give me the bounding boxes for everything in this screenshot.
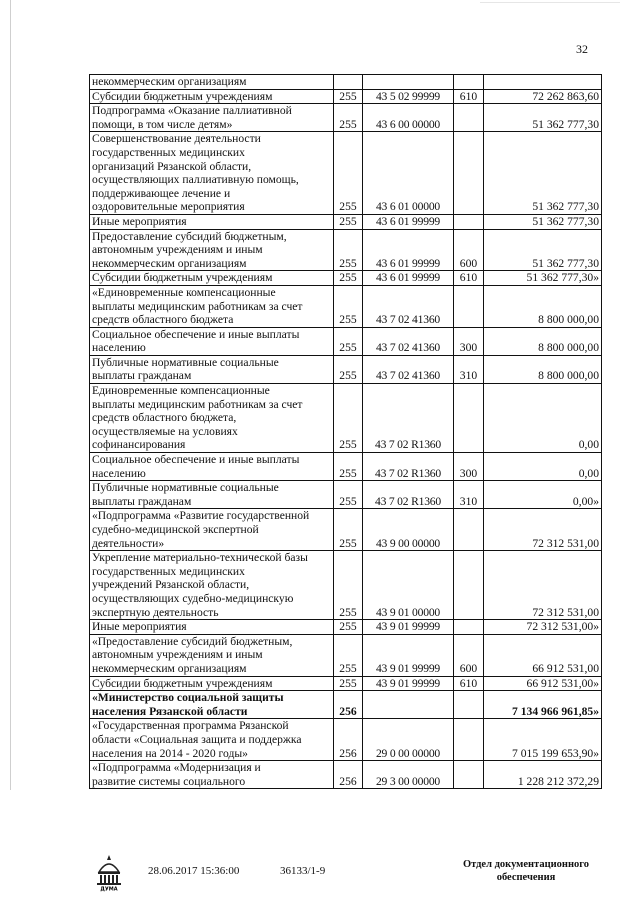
row-target-code: 43 6 01 99999 xyxy=(363,271,454,286)
table-row xyxy=(90,509,602,551)
row-description: «Государственная программа Рязанской области «Социальная защита и поддержка населения на 2014 - 2020 годы» xyxy=(90,719,334,761)
row-amount: 51 362 777,30 xyxy=(484,214,602,229)
row-amount: 1 228 212 372,29 xyxy=(484,761,602,789)
row-target-code: 43 7 02 R1360 xyxy=(363,453,454,481)
row-expense-type: 300 xyxy=(454,327,484,355)
row-amount: 72 312 531,00 xyxy=(484,509,602,551)
table-row xyxy=(90,229,602,271)
footer-reg-number: 36133/1-9 xyxy=(280,865,326,877)
page-number: 32 xyxy=(576,42,588,56)
row-expense-type xyxy=(454,551,484,620)
table-row xyxy=(90,214,602,229)
row-ministry-code xyxy=(334,75,363,90)
table-row xyxy=(90,285,602,327)
row-expense-type: 610 xyxy=(454,676,484,691)
row-amount: 8 800 000,00 xyxy=(484,327,602,355)
table-row xyxy=(90,620,602,635)
table-row xyxy=(90,761,602,789)
footer-datetime: 28.06.2017 15:36:00 xyxy=(148,865,240,877)
row-description: «Единовременные компенсационные выплаты медицинским работникам за счет средств областного бюджета xyxy=(90,285,334,327)
row-target-code: 43 6 00 00000 xyxy=(363,104,454,132)
row-expense-type: 310 xyxy=(454,481,484,509)
row-description: некоммерческим организациям xyxy=(90,75,334,90)
row-amount: 72 312 531,00 xyxy=(484,551,602,620)
row-amount: 66 912 531,00» xyxy=(484,676,602,691)
duma-emblem-icon xyxy=(94,852,124,892)
row-ministry-code: 256 xyxy=(334,691,363,719)
row-ministry-code: 255 xyxy=(334,620,363,635)
row-description: Субсидии бюджетным учреждениям xyxy=(90,271,334,286)
row-target-code: 43 9 00 00000 xyxy=(363,509,454,551)
row-target-code: 29 3 00 00000 xyxy=(363,761,454,789)
row-target-code: 43 6 01 99999 xyxy=(363,229,454,271)
table-row xyxy=(90,676,602,691)
row-expense-type xyxy=(454,620,484,635)
row-ministry-code: 255 xyxy=(334,453,363,481)
table-row xyxy=(90,327,602,355)
row-expense-type xyxy=(454,761,484,789)
row-amount: 0,00 xyxy=(484,453,602,481)
row-ministry-code: 255 xyxy=(334,214,363,229)
row-target-code: 43 7 02 R1360 xyxy=(363,481,454,509)
row-target-code: 43 9 01 00000 xyxy=(363,551,454,620)
row-ministry-code: 255 xyxy=(334,104,363,132)
row-amount: 72 262 863,60 xyxy=(484,89,602,104)
row-amount: 0,00» xyxy=(484,481,602,509)
scan-artifact-line xyxy=(480,2,620,3)
row-ministry-code: 256 xyxy=(334,761,363,789)
row-description: «Предоставление субсидий бюджетным, автономным учреждениям и иным некоммерческим организациям xyxy=(90,634,334,676)
row-expense-type xyxy=(454,384,484,453)
row-expense-type xyxy=(454,214,484,229)
row-ministry-code: 255 xyxy=(334,132,363,215)
table-row xyxy=(90,104,602,132)
row-ministry-code: 255 xyxy=(334,551,363,620)
row-expense-type xyxy=(454,285,484,327)
row-target-code: 43 7 02 R1360 xyxy=(363,384,454,453)
row-expense-type: 610 xyxy=(454,271,484,286)
row-amount: 51 362 777,30 xyxy=(484,229,602,271)
row-expense-type: 600 xyxy=(454,229,484,271)
table-row xyxy=(90,551,602,620)
row-amount: 66 912 531,00 xyxy=(484,634,602,676)
row-ministry-code: 255 xyxy=(334,355,363,383)
row-amount: 7 015 199 653,90» xyxy=(484,719,602,761)
table-row xyxy=(90,75,602,90)
row-expense-type: 610 xyxy=(454,89,484,104)
row-amount: 72 312 531,00» xyxy=(484,620,602,635)
row-target-code: 43 9 01 99999 xyxy=(363,676,454,691)
row-target-code: 43 6 01 00000 xyxy=(363,132,454,215)
row-target-code: 43 9 01 99999 xyxy=(363,620,454,635)
row-description: Социальное обеспечение и иные выплаты населению xyxy=(90,453,334,481)
table-row xyxy=(90,132,602,215)
row-expense-type xyxy=(454,509,484,551)
row-expense-type: 310 xyxy=(454,355,484,383)
row-ministry-code: 255 xyxy=(334,481,363,509)
row-ministry-code: 256 xyxy=(334,719,363,761)
row-description: Субсидии бюджетным учреждениям xyxy=(90,89,334,104)
footer-department: Отдел документационного обеспечения xyxy=(462,859,590,883)
row-amount: 0,00 xyxy=(484,384,602,453)
row-description: Предоставление субсидий бюджетным, автономным учреждениям и иным некоммерческим организациям xyxy=(90,229,334,271)
row-description: Социальное обеспечение и иные выплаты населению xyxy=(90,327,334,355)
row-target-code xyxy=(363,691,454,719)
row-description: Иные мероприятия xyxy=(90,214,334,229)
row-amount: 7 134 966 961,85» xyxy=(484,691,602,719)
table-row xyxy=(90,384,602,453)
budget-table-body xyxy=(90,75,602,789)
row-description: «Министерство социальной защиты населения Рязанской области xyxy=(90,691,334,719)
row-ministry-code: 255 xyxy=(334,89,363,104)
row-amount: 8 800 000,00 xyxy=(484,285,602,327)
row-expense-type xyxy=(454,104,484,132)
row-expense-type xyxy=(454,719,484,761)
row-description: Укрепление материально-технической базы государственных медицинских учреждений Рязанской области, осуществляющих судебно-медицинскую экспертную деятельность xyxy=(90,551,334,620)
row-expense-type: 300 xyxy=(454,453,484,481)
row-amount: 8 800 000,00 xyxy=(484,355,602,383)
row-target-code: 43 7 02 41360 xyxy=(363,327,454,355)
row-expense-type: 600 xyxy=(454,634,484,676)
seal-label: ДУМА xyxy=(100,886,118,892)
row-amount xyxy=(484,75,602,90)
row-description: «Подпрограмма «Модернизация и развитие системы социального xyxy=(90,761,334,789)
row-target-code: 43 7 02 41360 xyxy=(363,355,454,383)
row-description: Совершенствование деятельности государственных медицинских организаций Рязанской области, осуществляющих паллиативную помощь, поддерживающее лечение и оздоровительные мероприятия xyxy=(90,132,334,215)
row-description: Единовременные компенсационные выплаты медицинским работникам за счет средств областного бюджета, осуществляемые на условиях софинансирования xyxy=(90,384,334,453)
row-description: Иные мероприятия xyxy=(90,620,334,635)
table-row xyxy=(90,271,602,286)
row-ministry-code: 255 xyxy=(334,285,363,327)
page-margin-line xyxy=(10,0,11,790)
row-amount: 51 362 777,30» xyxy=(484,271,602,286)
row-expense-type xyxy=(454,691,484,719)
row-description: Подпрограмма «Оказание паллиативной помощи, в том числе детям» xyxy=(90,104,334,132)
row-ministry-code: 255 xyxy=(334,229,363,271)
row-target-code: 43 7 02 41360 xyxy=(363,285,454,327)
row-description: Публичные нормативные социальные выплаты гражданам xyxy=(90,481,334,509)
row-ministry-code: 255 xyxy=(334,634,363,676)
row-amount: 51 362 777,30 xyxy=(484,132,602,215)
row-amount: 51 362 777,30 xyxy=(484,104,602,132)
row-description: Публичные нормативные социальные выплаты гражданам xyxy=(90,355,334,383)
table-row xyxy=(90,719,602,761)
row-target-code: 29 0 00 00000 xyxy=(363,719,454,761)
table-row xyxy=(90,453,602,481)
row-target-code: 43 6 01 99999 xyxy=(363,214,454,229)
row-expense-type xyxy=(454,75,484,90)
row-ministry-code: 255 xyxy=(334,327,363,355)
table-row xyxy=(90,89,602,104)
row-description: Субсидии бюджетным учреждениям xyxy=(90,676,334,691)
row-target-code: 43 5 02 99999 xyxy=(363,89,454,104)
row-ministry-code: 255 xyxy=(334,676,363,691)
table-row xyxy=(90,691,602,719)
budget-table xyxy=(89,74,602,789)
row-target-code: 43 9 01 99999 xyxy=(363,634,454,676)
row-description: «Подпрограмма «Развитие государственной судебно-медицинской экспертной деятельности» xyxy=(90,509,334,551)
row-ministry-code: 255 xyxy=(334,384,363,453)
row-target-code xyxy=(363,75,454,90)
row-ministry-code: 255 xyxy=(334,271,363,286)
table-row xyxy=(90,355,602,383)
row-ministry-code: 255 xyxy=(334,509,363,551)
table-row xyxy=(90,634,602,676)
table-row xyxy=(90,481,602,509)
row-expense-type xyxy=(454,132,484,215)
